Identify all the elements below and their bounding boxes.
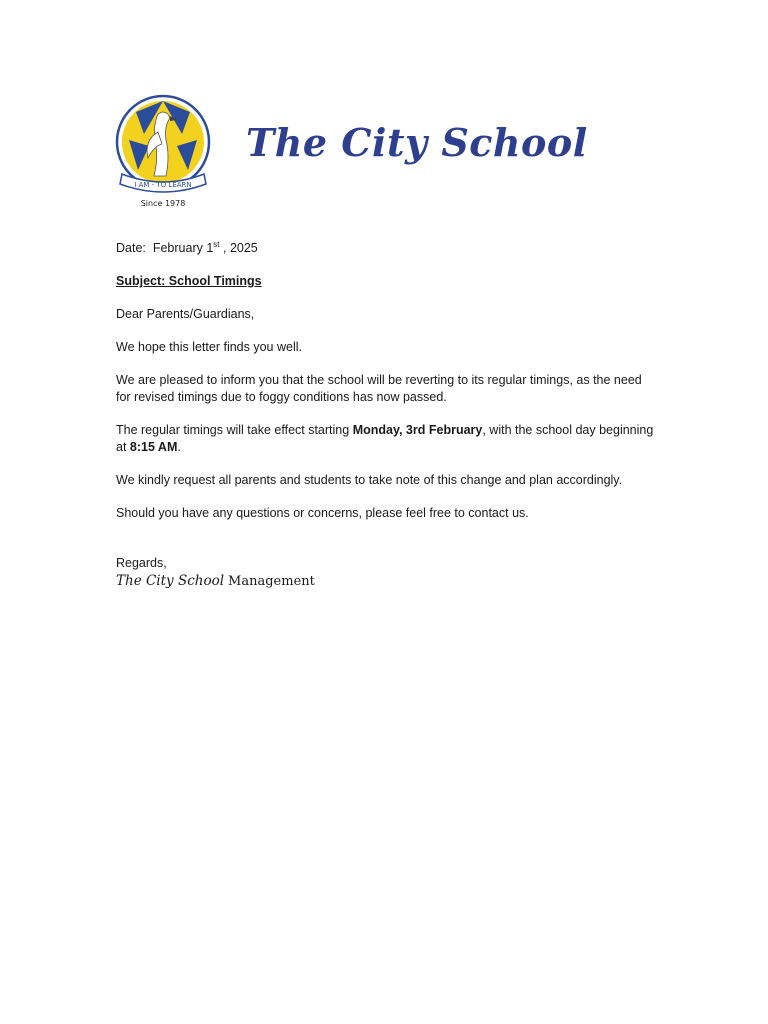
letter-signature [116,573,656,590]
date-year: , 2025 [219,241,258,255]
signature-school-name: The City School [116,573,225,589]
letter-paragraph-5: Should you have any questions or concerns, please feel free to contact us. [116,506,529,520]
signature-management: Management [228,574,315,589]
spacer [116,538,656,555]
date-suffix: st [213,240,220,249]
date-label: Date: [116,241,146,255]
letter-date [116,236,656,257]
letter-paragraph-3 [116,422,656,456]
crest-banner-text: I AM - TO LEARN [134,181,192,189]
para3-text-1: The regular timings will take effect starting [116,423,353,437]
school-name-title: The City School [246,120,588,165]
para3-text-2: , with the school day beginning at [116,423,654,454]
letter-body [116,236,656,590]
para3-start-date: Monday, 3rd February [352,423,483,437]
letter-paragraph-4: We kindly request all parents and students to take note of this change and plan accordingly. [116,473,623,487]
letter-paragraph-1: We hope this letter finds you well. [116,340,302,354]
date-month-day: February 1 [152,241,214,255]
school-crest-logo [114,94,214,210]
letterhead [114,94,588,212]
letter-salutation: Dear Parents/Guardians, [116,307,255,321]
para3-start-time: 8:15 AM [129,440,178,454]
letter-subject: Subject: School Timings [116,274,262,288]
crest-since-text: Since 1978 [140,199,186,208]
para3-text-3: . [177,440,181,454]
letter-closing: Regards, [116,556,167,570]
letter-paragraph-2: We are pleased to inform you that the school will be reverting to its regular timings, as the need for revised timings due to foggy conditions has now passed. [116,373,642,404]
